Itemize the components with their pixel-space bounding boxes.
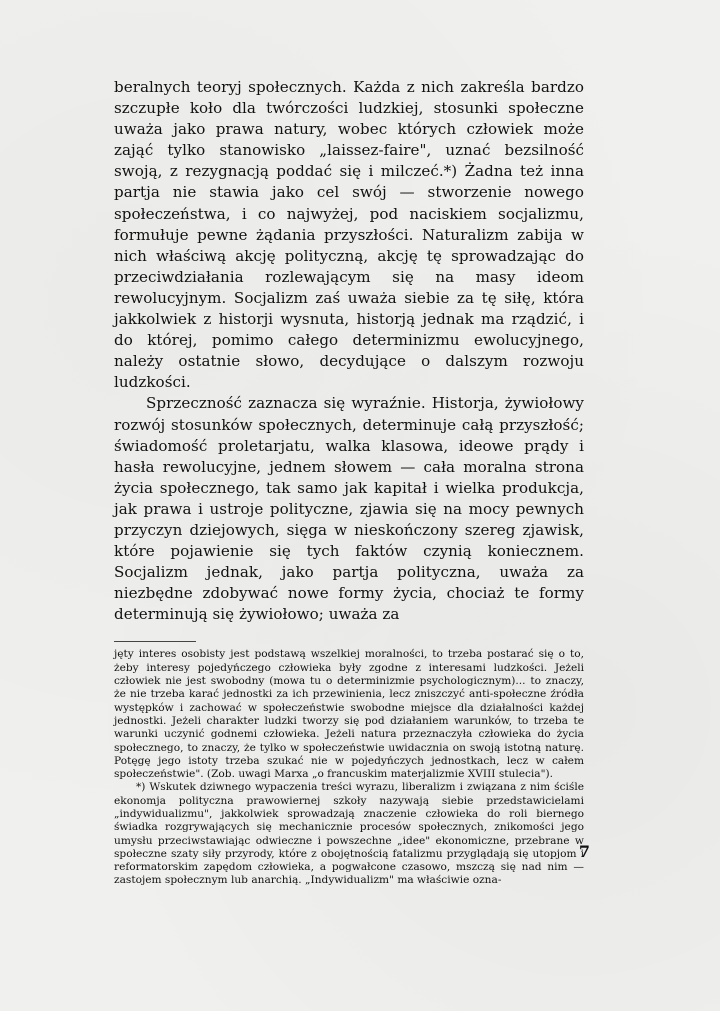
paragraph-2: Sprzeczność zaznacza się wyraźnie. Historja, żywiołowy rozwój stosunków społecznych, determinuje całą przyszłość; świadomość proletarjatu, walka klasowa, ideowe prądy i hasła rewolucyjne, jednem słowem — cała moralna strona życia społecznego, tak samo jak kapitał i wielka produkcja, jak prawa i ustroje polityczne, zjawia się na mocy pewnych przyczyn dziejowych, sięga w nieskończony szereg zjawisk, które pojawienie się tych faktów czynią koniecznem. Socjalizm jednak, jako partja polityczna, uważa za niezbędne zdobywać nowe formy życia, chociaż te formy determinują się żywiołowo; uważa za <box>114 394 584 624</box>
main-text <box>114 77 584 625</box>
footnote-divider <box>114 641 196 642</box>
page-content <box>114 77 584 888</box>
page-number: 7 <box>578 842 590 861</box>
paragraph-1: beralnych teoryj społecznych. Każda z nich zakreśla bardzo szczupłe koło dla twórczości ludzkiej, stosunki społeczne uważa jako prawa natury, wobec których człowiek może zająć tylko stanowisko „laissez-faire", uznać bezsilność swoją, z rezygnacją poddać się i milczeć.*) Żadna też inna partja nie stawia jako cel swój — stworzenie nowego społeczeństwa, i co najwyżej, pod naciskiem socjalizmu, formułuje pewne żądania przyszłości. Naturalizm zabija w nich właściwą akcję polityczną, akcję tę sprowadzając do przeciwdziałania rozlewającym się na masy ideom rewolucyjnym. Socjalizm zaś uważa siebie za tę siłę, która jakkolwiek z historji wysnuta, historją jednak ma rządzić, i do której, pomimo całego determinizmu ewolucyjnego, należy ostatnie słowo, decydujące o dalszym rozwoju ludzkości. <box>114 78 584 392</box>
footnote-asterisk: *) Wskutek dziwnego wypaczenia treści wyrazu, liberalizm i związana z nim ściśle ekonomja polityczna prawowiernej szkoły nazywają siebie przedstawicielami „indywidualizmu", jakkolwiek sprowadzają znaczenie człowieka do roli biernego świadka rozgrywających się mechanicznie procesów społecznych, znikomości jego umysłu przeciwstawiając odwieczne i powszechne „idee" ekonomiczne, przebrane w społeczne szaty siły przyrody, które z obojętnością fatalizmu przyglądają się utopjom i reformatorskim zapędom człowieka, a pogwałcone czasowo, mszczą się nad nim — zastojem społecznym lub anarchią. „Indywidualizm" ma właściwie ozna- <box>114 781 584 887</box>
footnotes <box>114 648 584 887</box>
footnote-continued: jęty interes osobisty jest podstawą wszelkiej moralności, to trzeba postarać się o to, żeby interesy pojedyńczego człowieka były zgodne z interesami ludzkości. Jeżeli człowiek nie jest swobodny (mowa tu o determinizmie psychologicznym)... to znaczy, że nie trzeba karać jednostki za ich przewinienia, lecz zniszczyć anti-społeczne źródła występków i zachować w społeczeństwie swobodne miejsce dla działalności każdej jednostki. Jeżeli charakter ludzki tworzy się pod działaniem warunków, to trzeba te warunki uczynić godnemi człowieka. Jeżeli natura przeznaczyła człowieka do życia społecznego, to znaczy, że tylko w społeczeństwie uwidacznia on swoją istotną naturę. Potęgę jego istoty trzeba szukać nie w pojedyńczych jednostkach, lecz w całem społeczeństwie". (Zob. uwagi Marxa „o francuskim materjalizmie XVIII stulecia"). <box>114 648 584 781</box>
